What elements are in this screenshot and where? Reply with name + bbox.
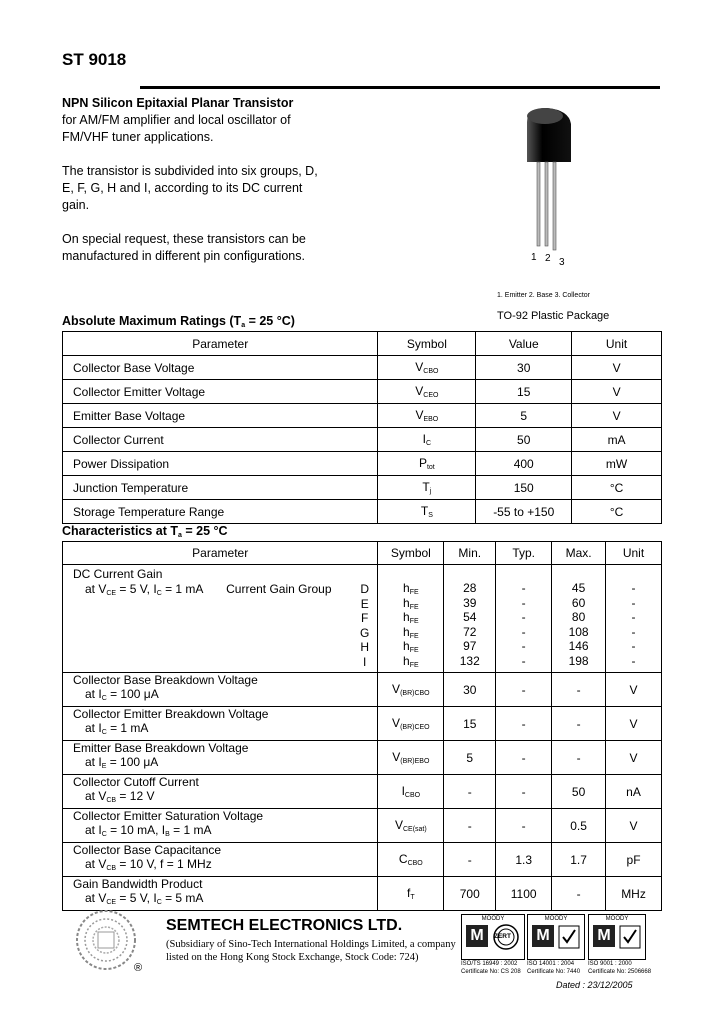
unit-cell: mW xyxy=(572,452,662,476)
table-row xyxy=(63,673,662,707)
gain-max-list xyxy=(552,581,605,668)
unit-cell: mA xyxy=(572,428,662,452)
abs-max-rows xyxy=(63,356,662,524)
typ-cell: 1100 xyxy=(496,877,552,911)
cert-badge-iso-9001: MOODY M xyxy=(588,914,646,960)
max-cell: - xyxy=(552,673,606,707)
gain-stack-item: - xyxy=(521,624,526,639)
table-row xyxy=(63,500,662,524)
unit-cell: V xyxy=(572,356,662,380)
symbol-cell: $C_{CBO}$ xyxy=(378,843,444,877)
col-header: Symbol xyxy=(378,332,476,356)
typ-cell: - xyxy=(496,741,552,775)
gain-stack-item: $h_{FE}$ xyxy=(403,581,419,596)
intro-paragraph-2 xyxy=(62,163,337,214)
table-row xyxy=(63,741,662,775)
col-header: Typ. xyxy=(496,542,552,565)
col-header: Parameter xyxy=(63,332,378,356)
unit-cell: °C xyxy=(572,476,662,500)
unit-cell: °C xyxy=(572,500,662,524)
max-cell: 50 xyxy=(552,775,606,809)
gain-stack-item: $h_{FE}$ xyxy=(403,624,419,640)
gain-stack-item: - xyxy=(521,639,526,653)
intro-paragraph-1 xyxy=(62,95,337,146)
typ-cell: - xyxy=(496,809,552,843)
gain-stack-item: - xyxy=(631,653,636,668)
symbol-cell: $I_C$ xyxy=(378,428,476,452)
chars-table xyxy=(62,541,662,911)
param-cell: Emitter Base Voltage xyxy=(63,404,378,428)
intro-line: The transistor is subdivided into six groups, D, xyxy=(62,164,318,178)
min-cell: 700 xyxy=(444,877,496,911)
gain-symbol-list xyxy=(378,581,443,668)
typ-cell: 1.3 xyxy=(496,843,552,877)
cert-badge-iso-ts: MOODY M ZERT xyxy=(461,914,525,960)
unit-cell: nA xyxy=(606,775,662,809)
cert-iso-ts-label: ISO/TS 16949 : 2002 Certificate No: CS 208 xyxy=(461,961,521,975)
param-cell: Collector Emitter Breakdown Voltage at $I_C = 1$ mA xyxy=(63,707,378,741)
gain-stack-item: 72 xyxy=(463,624,477,639)
gain-stack-item: H xyxy=(360,640,370,654)
gain-stack-item: 28 xyxy=(463,581,477,595)
symbol-cell: $V_{(BR)CBO}$ xyxy=(378,673,444,707)
value-cell: -55 to +150 xyxy=(476,500,572,524)
gain-stack-item: 39 xyxy=(463,595,477,610)
max-cell: 1.7 xyxy=(552,843,606,877)
col-header: Value xyxy=(476,332,572,356)
gain-stack-item: - xyxy=(521,653,526,668)
table-row xyxy=(63,452,662,476)
unit-cell: MHz xyxy=(606,877,662,911)
document-date: Dated : 23/12/2005 xyxy=(556,980,633,990)
table-row xyxy=(63,843,662,877)
unit-cell: V xyxy=(606,707,662,741)
gain-stack-item: E xyxy=(360,596,369,611)
min-cell: 5 xyxy=(444,741,496,775)
col-header: Symbol xyxy=(378,542,444,565)
symbol-cell: $V_{CEO}$ xyxy=(378,380,476,404)
value-cell: 30 xyxy=(476,356,572,380)
symbol-cell: $T_j$ xyxy=(378,476,476,500)
gain-stack-item: F xyxy=(361,611,369,625)
param-cell: Collector Base Voltage xyxy=(63,356,378,380)
ukas-check-icon xyxy=(558,925,580,949)
gain-stack-item: D xyxy=(360,582,370,596)
symbol-cell: $I_{CBO}$ xyxy=(378,775,444,809)
gain-stack-item: 132 xyxy=(459,653,480,668)
cert-iso-9001-label: ISO 9001 : 2000 Certificate No: 2506668 xyxy=(588,961,652,975)
company-name: SEMTECH ELECTRONICS LTD. xyxy=(166,917,403,934)
gain-typ-list xyxy=(496,581,551,668)
registered-mark: ® xyxy=(134,962,143,974)
typ-cell: - xyxy=(496,707,552,741)
param-cell: Collector Base Breakdown Voltage at $I_C = 100$ μA xyxy=(63,673,378,707)
unit-cell: V xyxy=(606,809,662,843)
gain-group-label: Current Gain Group xyxy=(226,581,332,596)
gain-stack-item: 108 xyxy=(568,624,589,639)
gain-stack-item: 80 xyxy=(571,610,586,624)
gain-stack-item: 45 xyxy=(571,581,586,595)
table-row xyxy=(63,877,662,911)
param-cell: Emitter Base Breakdown Voltage at $I_E = 100$ μA xyxy=(63,741,378,775)
max-cell: - xyxy=(552,707,606,741)
chars-rows xyxy=(63,673,662,911)
value-cell: 15 xyxy=(476,380,572,404)
gain-stack-item: $h_{FE}$ xyxy=(403,595,419,611)
unit-cell: V xyxy=(572,380,662,404)
max-cell: - xyxy=(552,741,606,775)
intro-line: manufactured in different pin configurations. xyxy=(62,249,305,263)
col-header: Min. xyxy=(444,542,496,565)
typ-cell: - xyxy=(496,775,552,809)
gain-stack-item: - xyxy=(631,581,636,595)
pin-legend: 1. Emitter 2. Base 3. Collector xyxy=(497,292,590,299)
unit-cell: V xyxy=(572,404,662,428)
intro-line: On special request, these transistors can be xyxy=(62,232,306,246)
gain-stack-item: I xyxy=(363,654,367,669)
symbol-cell: $V_{(BR)CEO}$ xyxy=(378,707,444,741)
col-header: Unit xyxy=(572,332,662,356)
gain-stack-item: $h_{FE}$ xyxy=(403,610,419,625)
table-row xyxy=(63,809,662,843)
gain-min-list xyxy=(444,581,495,668)
gain-group-list xyxy=(360,582,369,669)
gain-stack-item: $h_{FE}$ xyxy=(403,639,419,654)
min-cell: 30 xyxy=(444,673,496,707)
gain-stack-item: - xyxy=(521,595,526,610)
value-cell: 150 xyxy=(476,476,572,500)
gain-stack-item: 54 xyxy=(463,610,477,624)
value-cell: 50 xyxy=(476,428,572,452)
param-cell: Gain Bandwidth Product at $V_{CE} = 5$ V, $I_C = 5$ mA xyxy=(63,877,378,911)
title-rule xyxy=(140,86,660,89)
gain-stack-item: - xyxy=(521,581,526,595)
symbol-cell: $T_S$ xyxy=(378,500,476,524)
typ-cell: - xyxy=(496,673,552,707)
symbol-cell: $f_T$ xyxy=(378,877,444,911)
gain-stack-item: 97 xyxy=(463,639,477,653)
table-row xyxy=(63,380,662,404)
param-cell: Storage Temperature Range xyxy=(63,500,378,524)
table-row xyxy=(63,356,662,380)
intro-paragraph-3 xyxy=(62,231,337,265)
unit-cell: pF xyxy=(606,843,662,877)
gain-stack-item: 60 xyxy=(571,595,586,610)
abs-max-table xyxy=(62,331,662,524)
dc-gain-param-cell xyxy=(63,565,378,673)
gain-stack-item: $h_{FE}$ xyxy=(403,653,419,669)
symbol-cell: $P_{tot}$ xyxy=(378,452,476,476)
intro-lead: NPN Silicon Epitaxial Planar Transistor xyxy=(62,96,294,110)
param-cell: Collector Emitter Voltage xyxy=(63,380,378,404)
pin-number-1: 1 xyxy=(531,252,537,263)
intro-line: E, F, G, H and I, according to its DC current xyxy=(62,181,303,195)
param-cell: Power Dissipation xyxy=(63,452,378,476)
symbol-cell: $V_{CBO}$ xyxy=(378,356,476,380)
dc-gain-title: DC Current Gain xyxy=(73,567,163,581)
gain-stack-item: - xyxy=(521,610,526,624)
symbol-cell: $V_{(BR)EBO}$ xyxy=(378,741,444,775)
gain-stack-item: 146 xyxy=(568,639,589,653)
max-cell: - xyxy=(552,877,606,911)
table-row xyxy=(63,775,662,809)
min-cell: - xyxy=(444,809,496,843)
table-row xyxy=(63,428,662,452)
value-cell: 400 xyxy=(476,452,572,476)
param-cell: Collector Cutoff Current at $V_{CB} = 12$ V xyxy=(63,775,378,809)
symbol-cell: $V_{EBO}$ xyxy=(378,404,476,428)
gain-stack-item: - xyxy=(631,639,636,653)
col-header: Max. xyxy=(552,542,606,565)
dc-gain-condition: at $V_{CE} = 5$ V, $I_C = 1$ mA Current Gain Group xyxy=(85,581,332,597)
min-cell: - xyxy=(444,775,496,809)
gain-stack-item: - xyxy=(631,624,636,639)
intro-line: FM/VHF tuner applications. xyxy=(62,130,214,144)
cert-badge-iso-14001: MOODY M xyxy=(527,914,585,960)
moody-m-icon: M xyxy=(466,925,488,947)
page-title: ST 9018 xyxy=(62,50,127,69)
unit-cell: V xyxy=(606,673,662,707)
gain-unit-list xyxy=(606,581,661,668)
param-cell: Collector Base Capacitance at $V_{CB} = 10$ V, f = 1 MHz xyxy=(63,843,378,877)
cert-iso-14001-label: ISO 14001 : 2004 Certificate No: 7440 xyxy=(527,961,581,975)
table-row xyxy=(63,707,662,741)
gain-stack-item: - xyxy=(631,610,636,624)
ukas-check-icon xyxy=(619,925,641,949)
gain-stack-item: 198 xyxy=(568,653,589,668)
unit-cell: V xyxy=(606,741,662,775)
moody-m-icon: M xyxy=(532,925,554,947)
table-row xyxy=(63,404,662,428)
param-cell: Collector Emitter Saturation Voltage at $I_C = 10$ mA, $I_B = 1$ mA xyxy=(63,809,378,843)
intro-line: gain. xyxy=(62,198,90,212)
min-cell: 15 xyxy=(444,707,496,741)
param-cell: Junction Temperature xyxy=(63,476,378,500)
col-header: Parameter xyxy=(63,542,378,565)
intro-line: for AM/FM amplifier and local oscillator of xyxy=(62,113,291,127)
moody-m-icon: M xyxy=(593,925,615,947)
table-row-dc-gain xyxy=(63,565,662,673)
gain-stack-item: G xyxy=(360,625,370,640)
param-cell: Collector Current xyxy=(63,428,378,452)
package-name: TO-92 Plastic Package xyxy=(497,310,610,322)
chars-caption: Characteristics at $T_a = 25$ °C xyxy=(62,524,228,539)
pin-number-3: 3 xyxy=(559,257,565,268)
max-cell: 0.5 xyxy=(552,809,606,843)
pin-number-2: 2 xyxy=(545,253,551,264)
abs-max-caption: Absolute Maximum Ratings ($T_a = 25$ °C) xyxy=(62,314,295,329)
min-cell: - xyxy=(444,843,496,877)
value-cell: 5 xyxy=(476,404,572,428)
symbol-cell: $V_{CE(sat)}$ xyxy=(378,809,444,843)
semtech-logo-icon xyxy=(74,908,142,976)
col-header: Unit xyxy=(606,542,662,565)
company-subtitle: (Subsidiary of Sino-Tech International Holdings Limited, a company listed on the Hong Kong Stock Exchange, Stock Code: 724) xyxy=(166,939,456,963)
gain-stack-item: - xyxy=(631,595,636,610)
to92-package-illustration xyxy=(515,104,585,254)
table-row xyxy=(63,476,662,500)
